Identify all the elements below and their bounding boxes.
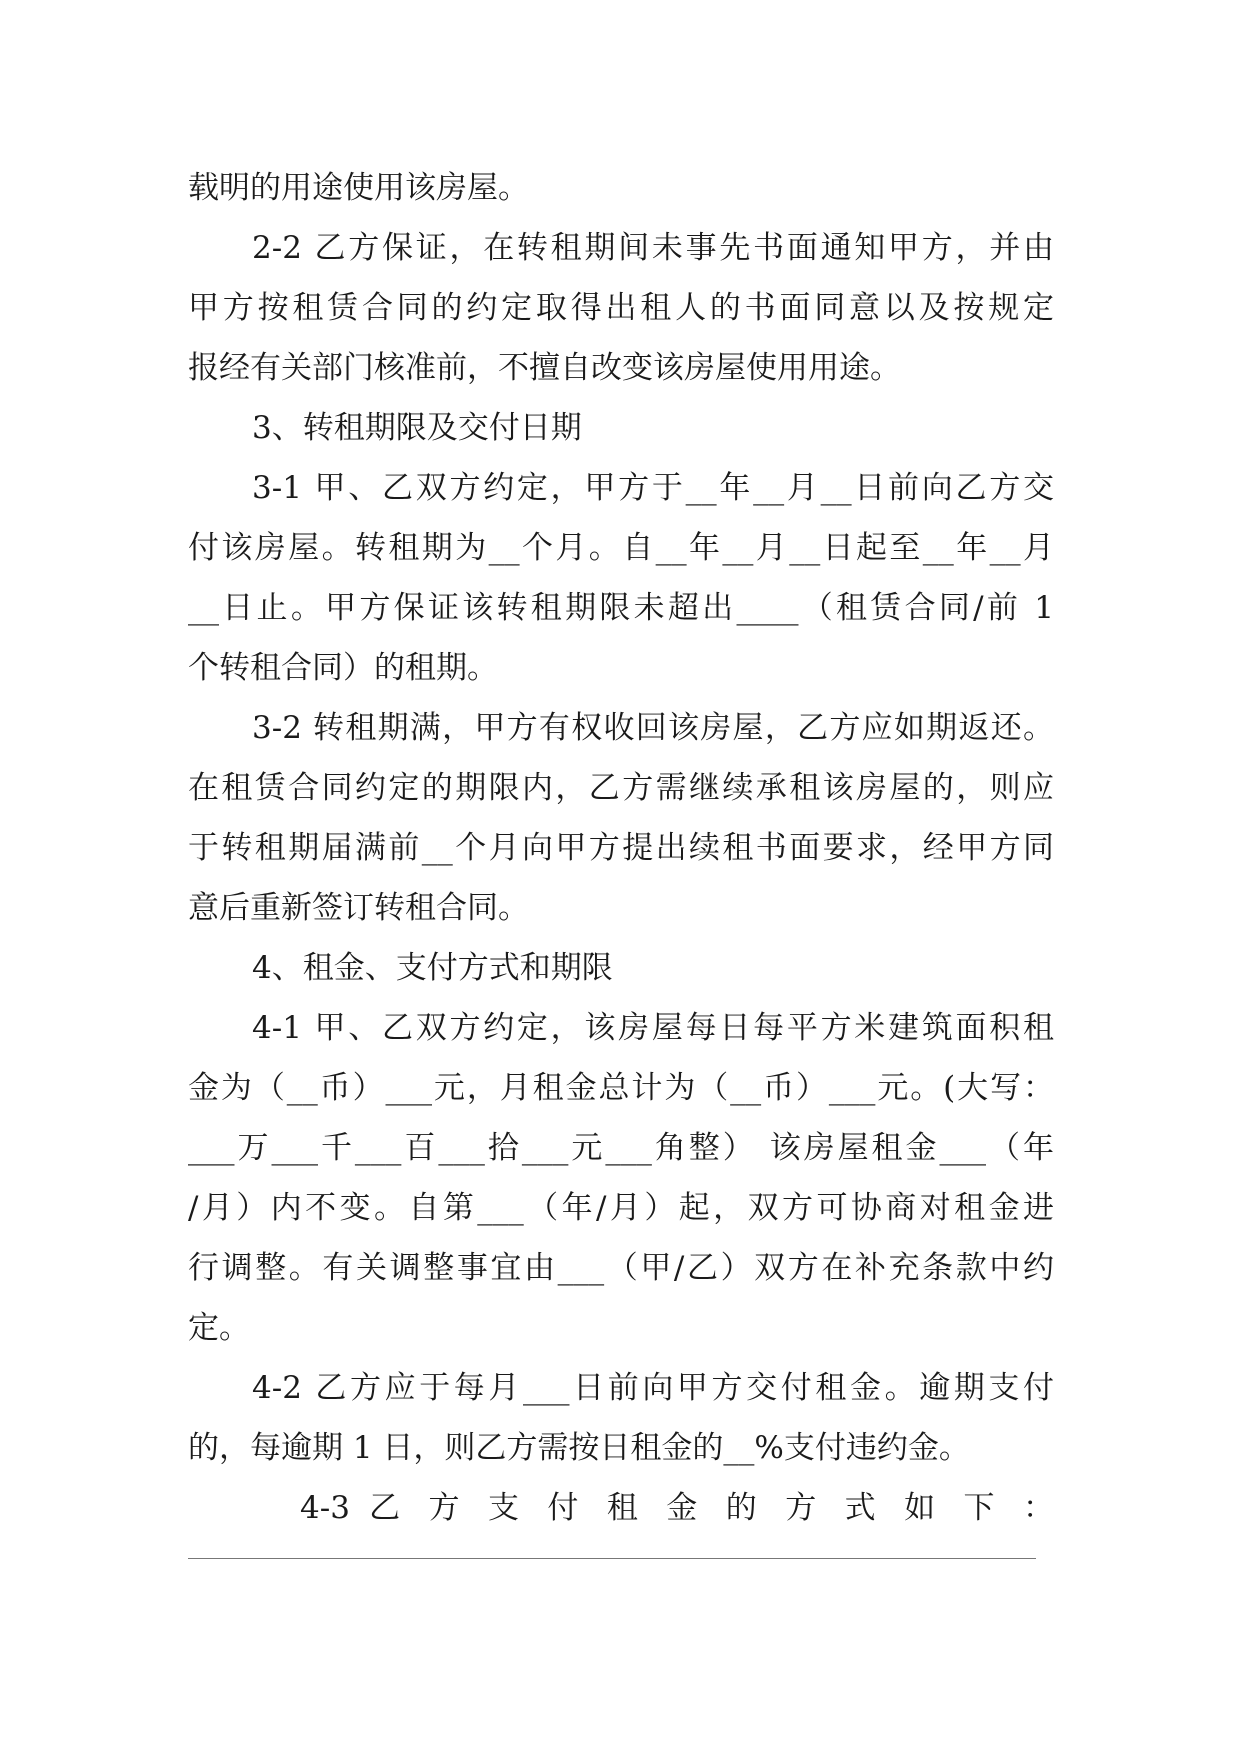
- section-heading-3: 3、转租期限及交付日期: [252, 410, 582, 446]
- body-text-line: 报经有关部门核准前，不擅自改变该房屋使用用途。: [188, 350, 901, 386]
- clause-3-2: 3-2 转租期满，甲方有权收回该房屋，乙方应如期返还。: [252, 710, 1054, 746]
- clause-2-2: 2-2 乙方保证，在转租期间未事先书面通知甲方，并由: [252, 230, 1054, 266]
- body-text-line: 金为（__币）___元，月租金总计为（__币）___元。(大写：: [188, 1070, 1054, 1106]
- body-text-line: __日止。甲方保证该转租期限未超出____（租赁合同/前 1: [188, 590, 1054, 626]
- body-text-line: 行调整。有关调整事宜由___（甲/乙）双方在补充条款中约: [188, 1250, 1054, 1286]
- body-text-line: 在租赁合同约定的期限内，乙方需继续承租该房屋的，则应: [188, 770, 1054, 806]
- body-text-line: 付该房屋。转租期为__个月。自__年__月__日起至__年__月: [188, 530, 1054, 566]
- body-text-line: 个转租合同）的租期。: [188, 650, 498, 686]
- section-heading-4: 4、租金、支付方式和期限: [252, 950, 613, 986]
- clause-4-3: 4-3 乙 方 支 付 租 金 的 方 式 如 下 ：: [300, 1490, 1054, 1526]
- clause-4-1: 4-1 甲、乙双方约定，该房屋每日每平方米建筑面积租: [252, 1010, 1054, 1046]
- blank-fill-line: [188, 1558, 1036, 1559]
- body-text-line: 意后重新签订转租合同。: [188, 890, 529, 926]
- body-text-line: 定。: [188, 1310, 250, 1346]
- body-text-line: 于转租期届满前__个月向甲方提出续租书面要求，经甲方同: [188, 830, 1054, 866]
- body-text-line: 甲方按租赁合同的约定取得出租人的书面同意以及按规定: [188, 290, 1054, 326]
- body-text-line: 的，每逾期 1 日，则乙方需按日租金的__%支付违约金。: [188, 1430, 970, 1466]
- clause-3-1: 3-1 甲、乙双方约定，甲方于__年__月__日前向乙方交: [252, 470, 1054, 506]
- body-text-line: 载明的用途使用该房屋。: [188, 170, 529, 206]
- clause-4-2: 4-2 乙方应于每月___日前向甲方交付租金。逾期支付: [252, 1370, 1054, 1406]
- body-text-line: /月）内不变。自第___（年/月）起，双方可协商对租金进: [188, 1190, 1054, 1226]
- body-text-line: ___万___千___百___拾___元___角整） 该房屋租金___（年: [188, 1130, 1054, 1166]
